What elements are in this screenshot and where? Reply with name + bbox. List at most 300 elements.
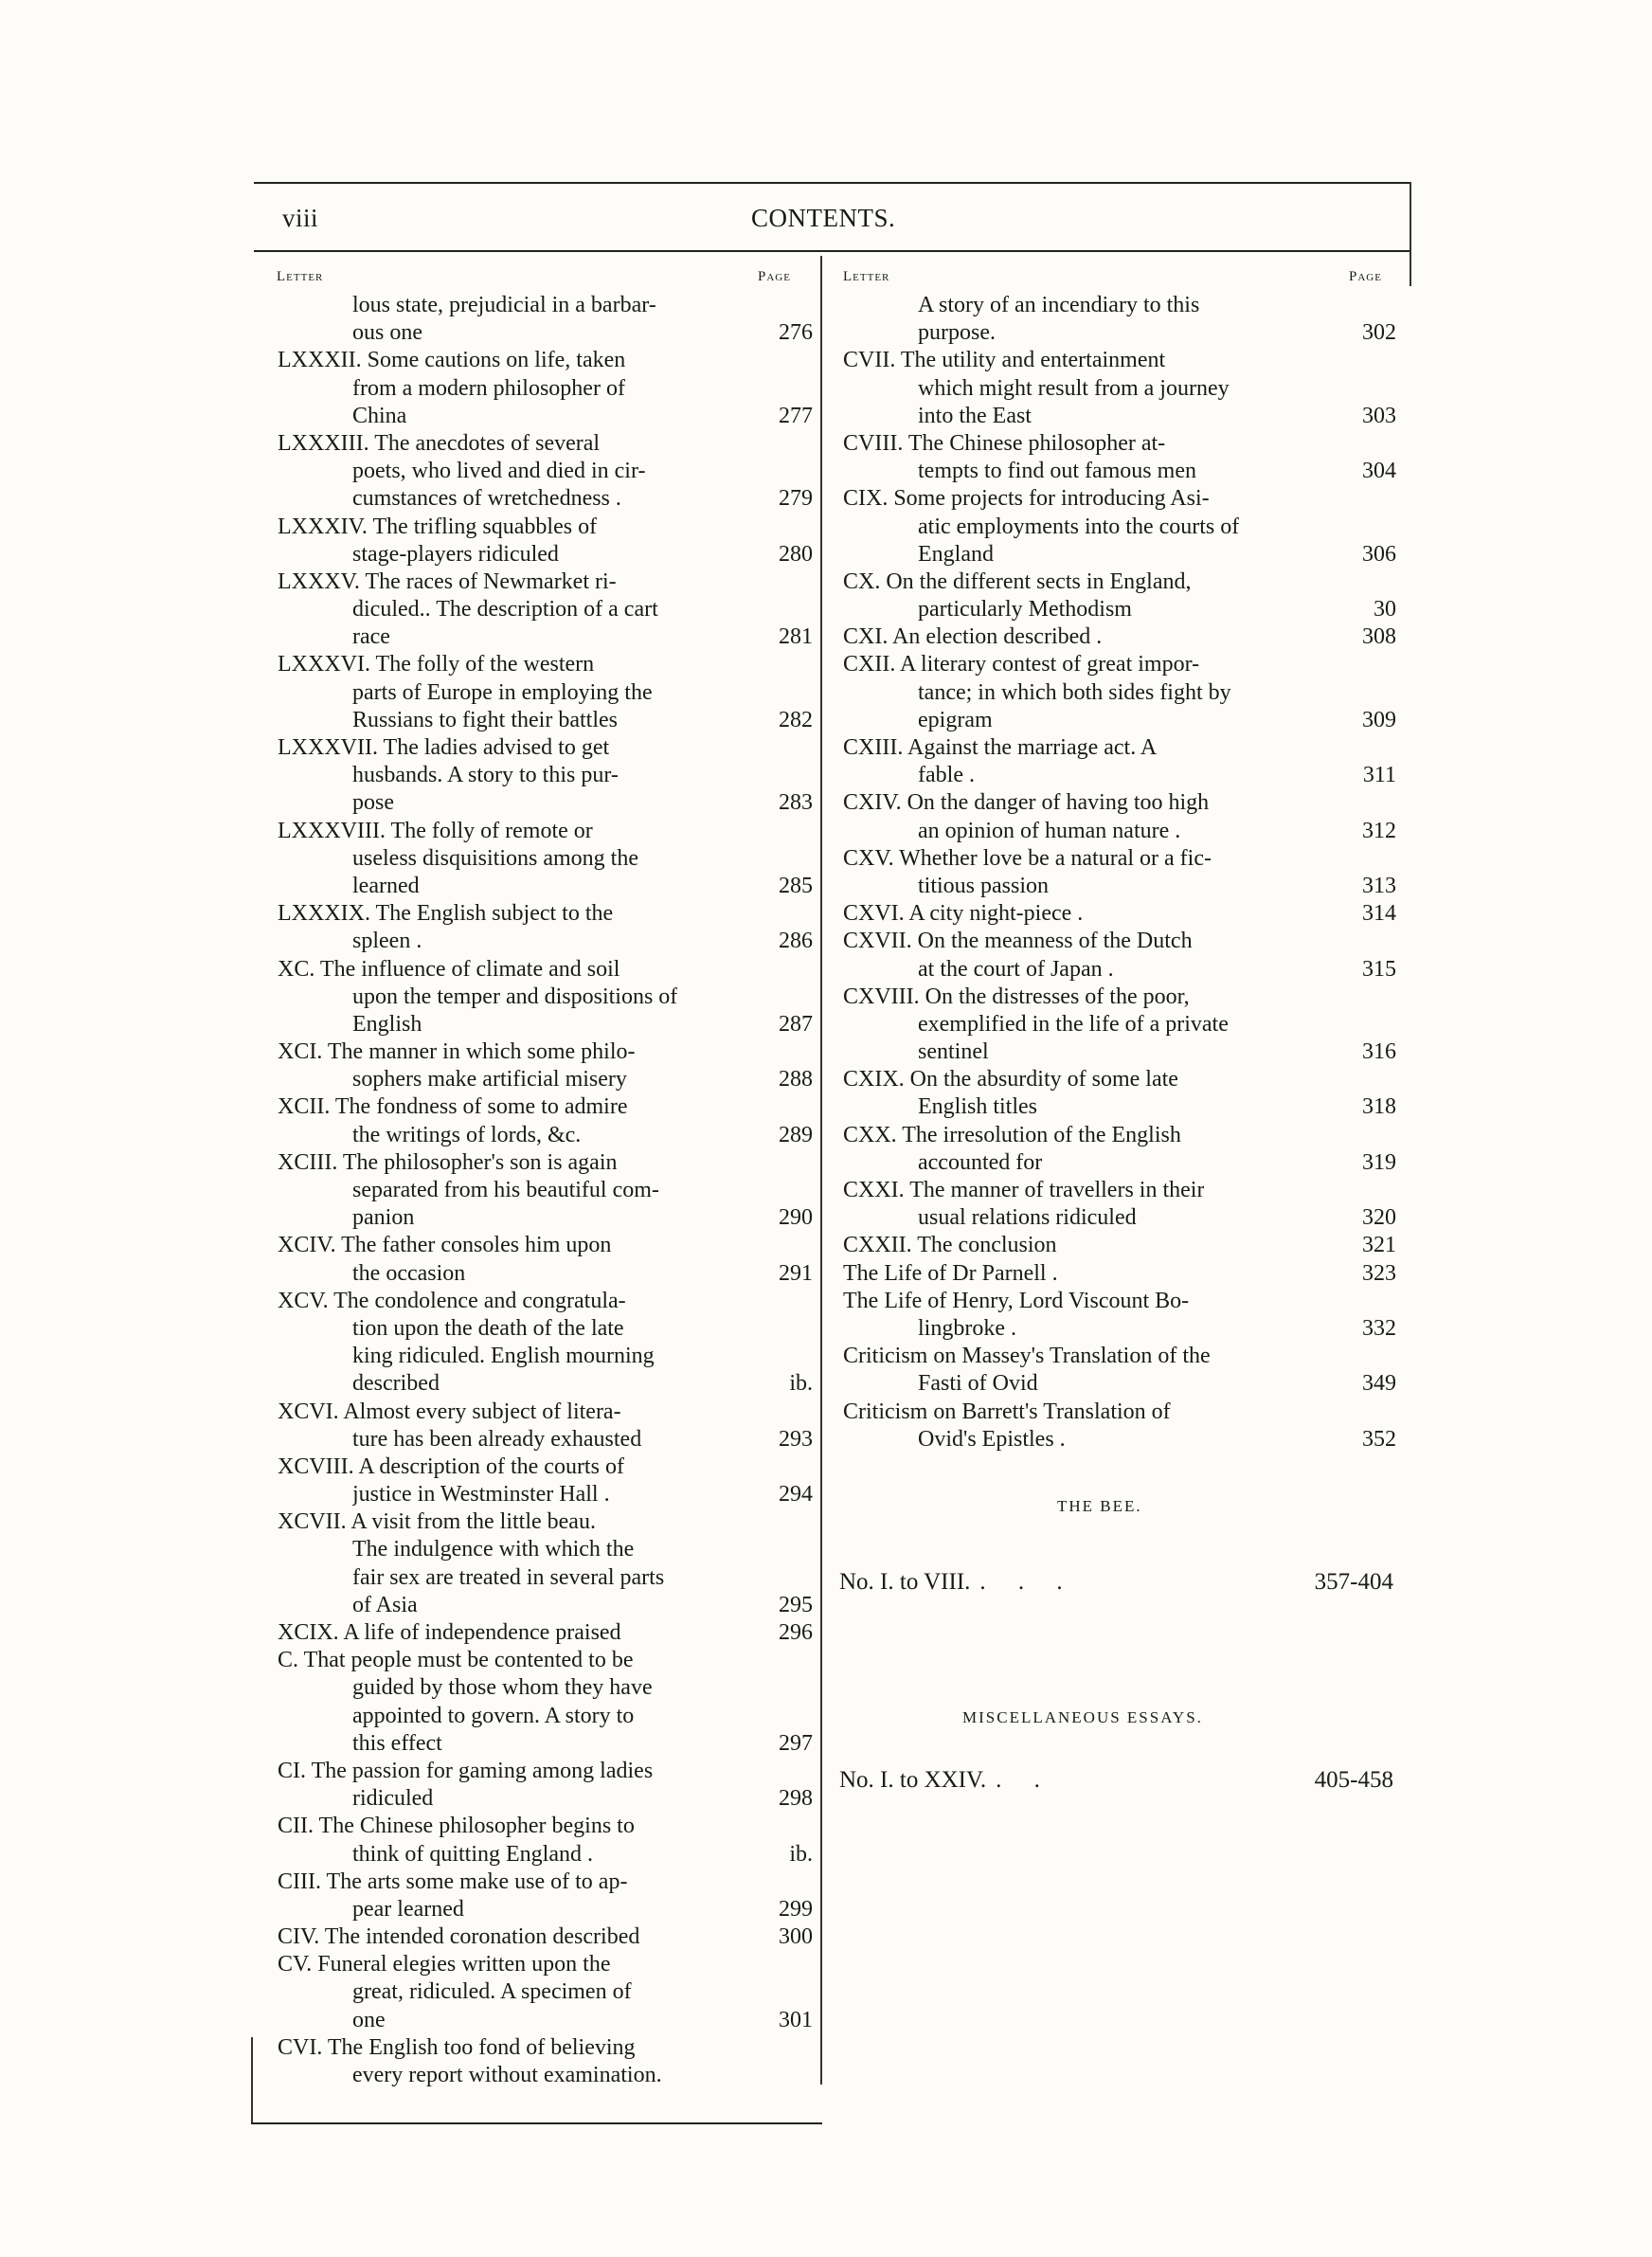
toc-line-text: from a modern philosopher of: [352, 375, 625, 401]
toc-entry: [835, 1066, 1396, 1121]
toc-line: [270, 569, 813, 596]
toc-line-text: CIX. Some projects for introducing Asi-: [843, 486, 1210, 512]
toc-page-number: 352: [1362, 1426, 1396, 1452]
toc-page-number: 296: [779, 1620, 813, 1645]
toc-line-text: XCIII. The philosopher's son is again: [278, 1149, 618, 1175]
toc-entry: [835, 347, 1396, 430]
toc-page-number: 290: [779, 1205, 813, 1231]
toc-line-text: CXXII. The conclusion: [843, 1233, 1057, 1258]
toc-line: [835, 789, 1396, 817]
toc-entry: [835, 292, 1396, 347]
toc-line-text: LXXXIII. The anecdotes of several: [278, 430, 601, 456]
toc-line: [270, 458, 813, 485]
essays-range: No. I. to XXIV.: [839, 1767, 987, 1793]
toc-line: [270, 1841, 813, 1869]
toc-line-text: CXIII. Against the marriage act. A: [843, 735, 1158, 760]
toc-line-text: XCI. The manner in which some philo-: [278, 1039, 636, 1065]
toc-line-text: ridiculed: [352, 1786, 434, 1812]
toc-entry: [270, 1232, 813, 1287]
toc-entry: [835, 623, 1396, 651]
toc-line: [270, 707, 813, 734]
toc-entry: [270, 1951, 813, 2034]
toc-page-number: 291: [779, 1260, 813, 1286]
toc-line: [835, 900, 1396, 928]
toc-line: [270, 1122, 813, 1149]
toc-entry: [835, 984, 1396, 1067]
toc-line-text: CIII. The arts some make use of to ap-: [278, 1869, 628, 1894]
toc-line-text: race: [352, 624, 390, 650]
toc-line: [835, 1288, 1396, 1315]
toc-page-number: 298: [779, 1786, 813, 1812]
toc-line: [270, 1951, 813, 1978]
dot-leader: . .: [996, 1767, 1053, 1793]
toc-line-text: C. That people must be contented to be: [278, 1648, 634, 1673]
toc-entry: [270, 956, 813, 1039]
toc-line: [835, 292, 1396, 319]
toc-page-number: ib.: [789, 1841, 813, 1867]
toc-line-text: Ovid's Epistles .: [918, 1426, 1066, 1452]
toc-page-number: 300: [779, 1924, 813, 1950]
toc-line: [270, 734, 813, 762]
toc-page-number: 301: [779, 2007, 813, 2032]
toc-line: [835, 1232, 1396, 1259]
toc-line: [835, 1315, 1396, 1343]
toc-line-text: one: [352, 2007, 386, 2032]
toc-page-number: 316: [1362, 1039, 1396, 1065]
toc-line: [270, 623, 813, 651]
right-column: [835, 292, 1396, 1454]
toc-line-text: this effect: [352, 1730, 442, 1756]
toc-line: [270, 1481, 813, 1508]
toc-line-text: parts of Europe in employing the: [352, 679, 653, 705]
toc-line-text: exemplified in the life of a private: [918, 1011, 1229, 1037]
toc-line: [270, 347, 813, 374]
toc-line-text: ous one: [352, 320, 422, 346]
toc-entry: [270, 514, 813, 569]
toc-line: [835, 1426, 1396, 1454]
toc-line: [270, 818, 813, 845]
toc-line-text: LXXXVIII. The folly of remote or: [278, 818, 593, 843]
toc-line: [835, 1066, 1396, 1093]
toc-entry: [835, 430, 1396, 485]
toc-line-text: CVIII. The Chinese philosopher at-: [843, 430, 1166, 456]
toc-line: [270, 1978, 813, 2006]
toc-line-text: The Life of Dr Parnell .: [843, 1260, 1058, 1286]
toc-line: [270, 1454, 813, 1481]
toc-line: [270, 1426, 813, 1454]
toc-entry: [270, 651, 813, 734]
toc-line-text: LXXXIV. The trifling squabbles of: [278, 514, 598, 539]
toc-page-number: 281: [779, 624, 813, 650]
toc-page-number: 313: [1362, 873, 1396, 898]
toc-line: [270, 2034, 813, 2062]
toc-page-number: 302: [1362, 320, 1396, 346]
left-frame-rule: [251, 2037, 253, 2124]
toc-line-text: The indulgence with which the: [352, 1537, 635, 1562]
toc-page-number: 299: [779, 1896, 813, 1922]
toc-entry: [270, 1647, 813, 1758]
toc-page-number: 285: [779, 873, 813, 898]
toc-line-text: great, ridiculed. A specimen of: [352, 1979, 632, 2005]
toc-line: [835, 1038, 1396, 1066]
toc-line-text: of Asia: [352, 1592, 418, 1617]
toc-page-number: 321: [1362, 1233, 1396, 1258]
right-frame-rule: [1410, 182, 1411, 286]
toc-page-number: 289: [779, 1122, 813, 1147]
toc-entry: [835, 1177, 1396, 1232]
bee-section-title: THE BEE.: [1057, 1497, 1142, 1515]
top-rule: [254, 182, 1411, 184]
toc-line-text: sophers make artificial misery: [352, 1067, 627, 1092]
toc-page-number: 295: [779, 1592, 813, 1617]
toc-line: [270, 375, 813, 403]
left-page-heading: Page: [758, 269, 791, 284]
toc-line: [835, 403, 1396, 430]
toc-line-text: CXV. Whether love be a natural or a fic-: [843, 845, 1212, 871]
toc-line: [835, 1093, 1396, 1121]
toc-page-number: 311: [1362, 763, 1396, 788]
toc-line: [270, 845, 813, 873]
toc-line-text: LXXXV. The races of Newmarket ri-: [278, 569, 617, 594]
toc-line-text: poets, who lived and died in cir-: [352, 459, 646, 484]
essays-section-title: MISCELLANEOUS ESSAYS.: [962, 1708, 1203, 1726]
toc-line: [835, 1177, 1396, 1204]
toc-entry: [270, 1288, 813, 1399]
toc-entry: [270, 347, 813, 430]
toc-page-number: 282: [779, 707, 813, 732]
toc-line: [835, 458, 1396, 485]
toc-line-text: lous state, prejudicial in a barbar-: [352, 293, 656, 317]
toc-entry: [270, 292, 813, 347]
toc-page-number: 320: [1362, 1205, 1396, 1231]
toc-line: [835, 485, 1396, 513]
toc-line: [270, 403, 813, 430]
toc-line-text: Criticism on Barrett's Translation of: [843, 1399, 1171, 1424]
toc-page-number: ib.: [789, 1371, 813, 1397]
toc-line-text: CI. The passion for gaming among ladies: [278, 1758, 654, 1783]
toc-page-number: 309: [1362, 707, 1396, 732]
toc-line: [270, 1011, 813, 1038]
toc-entry: [270, 1149, 813, 1233]
toc-page-number: 312: [1362, 818, 1396, 843]
toc-line-text: Russians to fight their battles: [352, 707, 618, 732]
toc-line: [270, 956, 813, 984]
toc-line: [270, 762, 813, 789]
toc-line-text: CX. On the different sects in England,: [843, 569, 1192, 594]
toc-line: [270, 514, 813, 541]
toc-line: [270, 651, 813, 678]
toc-line-text: justice in Westminster Hall .: [352, 1482, 610, 1508]
toc-line-text: CXX. The irresolution of the English: [843, 1122, 1181, 1147]
left-letter-heading: Letter: [277, 269, 324, 284]
toc-page-number: 30: [1374, 597, 1396, 623]
toc-line-text: LXXXII. Some cautions on life, taken: [278, 348, 626, 373]
toc-line: [270, 1038, 813, 1066]
toc-line: [270, 1619, 813, 1647]
toc-entry: [835, 1399, 1396, 1454]
toc-line-text: CXIX. On the absurdity of some late: [843, 1067, 1178, 1092]
toc-line-text: lingbroke .: [918, 1315, 1016, 1341]
toc-entry: [835, 928, 1396, 983]
toc-line: [835, 845, 1396, 873]
toc-line: [835, 1122, 1396, 1149]
toc-page-number: 323: [1362, 1260, 1396, 1286]
toc-line-text: the occasion: [352, 1260, 466, 1286]
toc-page-number: 293: [779, 1426, 813, 1452]
toc-line: [835, 1011, 1396, 1038]
toc-page-number: 283: [779, 790, 813, 816]
toc-line: [835, 596, 1396, 623]
toc-page-number: 304: [1362, 459, 1396, 484]
toc-line: [835, 734, 1396, 762]
toc-line-text: panion: [352, 1205, 415, 1231]
toc-line-text: CVI. The English too fond of believing: [278, 2034, 636, 2060]
toc-line: [270, 1869, 813, 1896]
toc-line: [270, 1758, 813, 1785]
toc-page-number: 318: [1362, 1094, 1396, 1120]
essays-pages: 405-458: [1314, 1767, 1393, 1793]
toc-line: [270, 1177, 813, 1204]
toc-line: [270, 1647, 813, 1674]
toc-entry: [270, 1619, 813, 1647]
toc-line: [270, 984, 813, 1011]
toc-line: [270, 679, 813, 707]
toc-line: [270, 1508, 813, 1536]
toc-entry: [270, 1923, 813, 1951]
toc-entry: [835, 900, 1396, 928]
toc-page-number: 308: [1362, 624, 1396, 650]
toc-line: [835, 623, 1396, 651]
toc-page-number: 332: [1362, 1315, 1396, 1341]
toc-line: [835, 1149, 1396, 1177]
toc-line: [835, 347, 1396, 374]
toc-line: [270, 1592, 813, 1619]
toc-entry: [270, 818, 813, 901]
right-page-heading: Page: [1349, 269, 1382, 284]
column-divider: [820, 256, 822, 2085]
toc-page-number: 276: [779, 320, 813, 346]
toc-page-number: 297: [779, 1730, 813, 1756]
toc-line-text: CIV. The intended coronation described: [278, 1924, 640, 1950]
toc-line: [835, 1260, 1396, 1288]
toc-entry: [270, 2034, 813, 2089]
toc-line-text: English: [352, 1011, 422, 1037]
toc-line-text: tempts to find out famous men: [918, 459, 1196, 484]
toc-line: [835, 319, 1396, 347]
toc-line: [270, 1399, 813, 1426]
toc-line: [835, 984, 1396, 1011]
toc-line-text: LXXXVI. The folly of the western: [278, 652, 595, 677]
toc-line: [835, 375, 1396, 403]
toc-line: [270, 2007, 813, 2034]
toc-page-number: 277: [779, 403, 813, 428]
toc-line: [270, 1260, 813, 1288]
toc-line: [270, 789, 813, 817]
toc-line: [270, 1370, 813, 1398]
toc-line: [835, 430, 1396, 458]
toc-line-text: English titles: [918, 1094, 1037, 1120]
toc-entry: [835, 845, 1396, 900]
toc-line: [270, 1066, 813, 1093]
toc-line-text: Fasti of Ovid: [918, 1371, 1038, 1397]
toc-line-text: usual relations ridiculed: [918, 1205, 1137, 1231]
toc-line-text: CVII. The utility and entertainment: [843, 348, 1166, 373]
toc-line-text: atic employments into the courts of: [918, 514, 1240, 539]
toc-line-text: learned: [352, 873, 420, 898]
toc-line: [270, 430, 813, 458]
toc-line-text: LXXXIX. The English subject to the: [278, 901, 614, 927]
toc-entry: [270, 430, 813, 514]
toc-line-text: pear learned: [352, 1896, 464, 1922]
toc-line-text: diculed.. The description of a cart: [352, 597, 658, 623]
toc-page-number: 288: [779, 1067, 813, 1092]
toc-line: [270, 1343, 813, 1370]
toc-line: [270, 1288, 813, 1315]
toc-line: [270, 541, 813, 569]
toc-line: [270, 900, 813, 928]
toc-line-text: XC. The influence of climate and soil: [278, 956, 620, 982]
toc-line: [835, 818, 1396, 845]
toc-line-text: fable .: [918, 763, 975, 788]
toc-line-text: England: [918, 541, 994, 567]
toc-line-text: XCVI. Almost every subject of litera-: [278, 1399, 621, 1424]
toc-line: [835, 762, 1396, 789]
toc-line: [270, 1813, 813, 1840]
toc-line-text: appointed to govern. A story to: [352, 1703, 635, 1728]
toc-line-text: spleen .: [352, 929, 422, 954]
toc-entry: [270, 1038, 813, 1093]
toc-line: [270, 1730, 813, 1758]
toc-entry: [270, 1399, 813, 1454]
toc-line-text: husbands. A story to this pur-: [352, 763, 619, 788]
toc-entry: [270, 734, 813, 818]
toc-entry: [270, 900, 813, 955]
toc-line-text: think of quitting England .: [352, 1841, 593, 1867]
right-letter-heading: Letter: [843, 269, 890, 284]
toc-entry: [270, 1454, 813, 1508]
toc-line-text: described: [352, 1371, 440, 1397]
bottom-rule: [251, 2122, 822, 2124]
toc-line-text: which might result from a journey: [918, 375, 1230, 401]
toc-line-text: CXXI. The manner of travellers in their: [843, 1178, 1205, 1202]
toc-entry: [270, 1869, 813, 1923]
toc-line: [270, 1785, 813, 1813]
toc-line-text: XCVIII. A description of the courts of: [278, 1454, 624, 1479]
toc-entry: [270, 569, 813, 652]
toc-entry: [835, 1288, 1396, 1343]
toc-entry: [270, 1508, 813, 1619]
toc-line-text: CV. Funeral elegies written upon the: [278, 1952, 611, 1977]
toc-line: [270, 1093, 813, 1121]
toc-line-text: purpose.: [918, 320, 996, 346]
toc-line-text: accounted for: [918, 1149, 1043, 1175]
toc-line-text: XCIX. A life of independence praised: [278, 1620, 621, 1645]
toc-line: [270, 1674, 813, 1702]
toc-line: [835, 1370, 1396, 1398]
toc-line-text: separated from his beautiful com-: [352, 1178, 659, 1202]
toc-line: [270, 1232, 813, 1259]
toc-page-number: 349: [1362, 1371, 1396, 1397]
toc-line-text: Criticism on Massey's Translation of the: [843, 1344, 1211, 1369]
toc-line: [835, 1343, 1396, 1370]
toc-line-text: CXIV. On the danger of having too high: [843, 790, 1210, 816]
toc-page-number: 280: [779, 541, 813, 567]
toc-line: [835, 928, 1396, 955]
toc-line-text: titious passion: [918, 873, 1050, 898]
toc-line: [835, 707, 1396, 734]
toc-line-text: XCII. The fondness of some to admire: [278, 1094, 628, 1120]
toc-line-text: CXVI. A city night-piece .: [843, 901, 1084, 927]
toc-line-text: the writings of lords, &c.: [352, 1122, 582, 1147]
toc-line-text: cumstances of wretchedness .: [352, 486, 621, 512]
toc-line-text: CXI. An election described .: [843, 624, 1103, 650]
toc-page-number: 279: [779, 486, 813, 512]
toc-line-text: epigram: [918, 707, 993, 732]
toc-page-number: 315: [1362, 956, 1396, 982]
toc-line: [835, 679, 1396, 707]
toc-line: [835, 569, 1396, 596]
toc-line: [270, 1703, 813, 1730]
toc-page-number: 314: [1362, 901, 1396, 927]
page-title: CONTENTS.: [751, 204, 896, 232]
toc-line-text: LXXXVII. The ladies advised to get: [278, 735, 610, 760]
toc-line: [270, 928, 813, 955]
toc-line-text: tance; in which both sides fight by: [918, 679, 1231, 705]
toc-line: [270, 1564, 813, 1592]
bee-pages: 357-404: [1314, 1569, 1393, 1595]
toc-line: [270, 1315, 813, 1343]
toc-line-text: at the court of Japan .: [918, 956, 1114, 982]
toc-entry: [835, 485, 1396, 569]
toc-line-text: particularly Methodism: [918, 597, 1132, 623]
toc-entry: [835, 734, 1396, 789]
toc-line-text: XCVII. A visit from the little beau.: [278, 1509, 596, 1535]
toc-entry: [835, 1343, 1396, 1398]
toc-line: [835, 956, 1396, 984]
essays-range-row: [839, 1767, 1393, 1794]
toc-entry: [270, 1758, 813, 1813]
toc-line: [270, 1896, 813, 1923]
toc-page-number: 303: [1362, 403, 1396, 428]
toc-line-text: king ridiculed. English mourning: [352, 1344, 655, 1369]
toc-line-text: every report without examination.: [352, 2063, 662, 2087]
toc-line-text: China: [352, 403, 407, 428]
toc-line: [835, 873, 1396, 900]
left-column: [270, 292, 813, 2089]
toc-entry: [835, 1260, 1396, 1288]
toc-line-text: stage-players ridiculed: [352, 541, 559, 567]
toc-page-number: 286: [779, 929, 813, 954]
toc-page-number: 294: [779, 1482, 813, 1508]
toc-entry: [835, 1122, 1396, 1177]
toc-entry: [835, 789, 1396, 844]
toc-line: [270, 2062, 813, 2089]
toc-line-text: The Life of Henry, Lord Viscount Bo-: [843, 1288, 1190, 1313]
toc-page-number: 306: [1362, 541, 1396, 567]
toc-line: [835, 514, 1396, 541]
toc-line-text: guided by those whom they have: [352, 1675, 653, 1701]
toc-line: [270, 1204, 813, 1232]
toc-page-number: 319: [1362, 1149, 1396, 1175]
toc-line: [270, 1923, 813, 1951]
toc-line: [270, 292, 813, 319]
toc-entry: [270, 1813, 813, 1868]
toc-line: [270, 1149, 813, 1177]
header-rule: [254, 250, 1411, 252]
toc-line-text: A story of an incendiary to this: [918, 293, 1200, 317]
toc-line-text: fair sex are treated in several parts: [352, 1564, 665, 1590]
toc-page-number: 287: [779, 1011, 813, 1037]
